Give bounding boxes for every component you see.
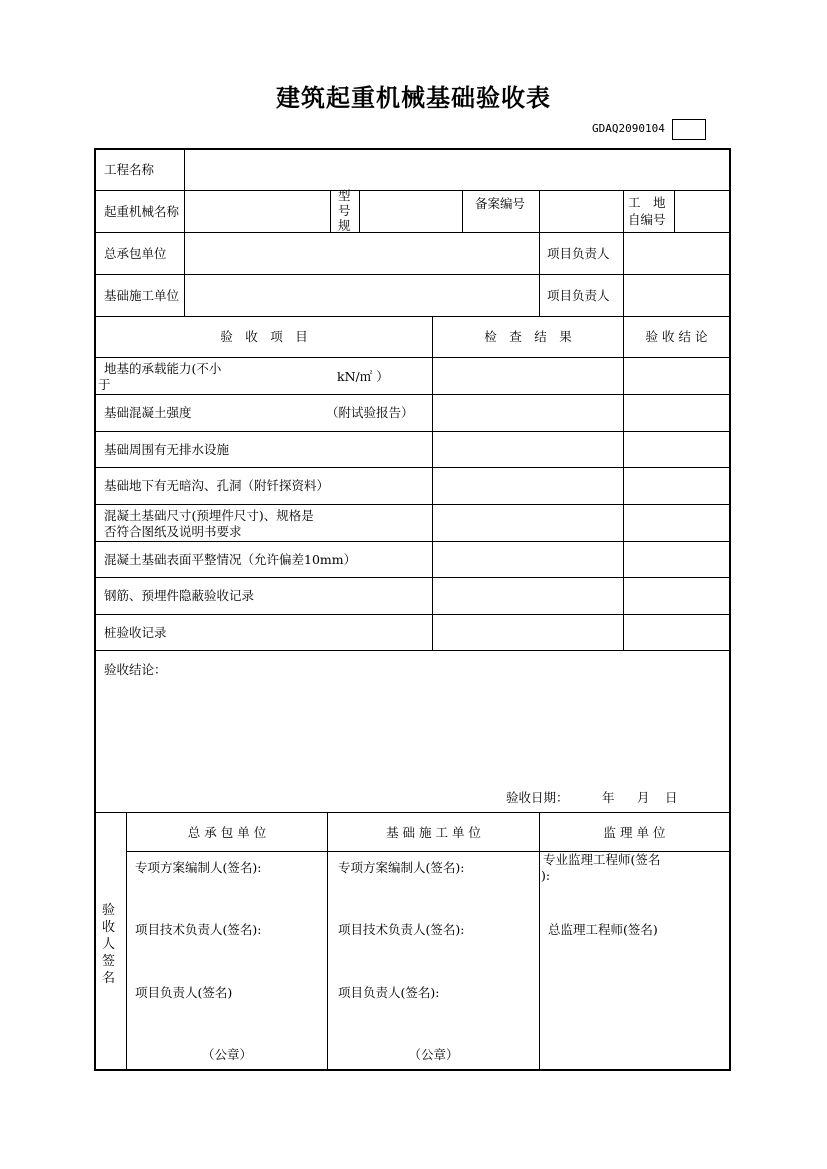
site-no-label-2: 自编号 [628,212,666,227]
col-line [327,812,328,1070]
model-label-3: 规 [338,218,351,231]
site-no-label-1: 工 地 [628,195,666,210]
col2-header: 基 础 施 工 单 位 [386,825,481,840]
model-label-1: 型 [338,188,351,203]
item-2-label: 基础混凝土强度 [104,405,192,420]
date-year: 年 [602,790,615,805]
row-line [95,431,730,432]
general-contractor-label: 总承包单位 [104,246,167,261]
col2-seal: （公章） [408,1047,459,1062]
item-7-label: 钢筋、预埋件隐蔽验收记录 [104,588,255,603]
signature-side-label: 验收人签名 [102,903,116,986]
row-line [95,812,730,813]
col-line [462,190,463,232]
conclusion-field[interactable] [96,680,729,785]
row-line [95,394,730,395]
col1-header: 总 承 包 单 位 [187,825,267,840]
border-bottom [94,1069,731,1071]
row-line [95,357,730,358]
row-line [95,650,730,651]
row-line [95,614,730,615]
project-name-label: 工程名称 [104,162,155,177]
item-4-label: 基础地下有无暗沟、孔洞（附钎探资料） [104,478,330,493]
item-6-label: 混凝土基础表面平整情况（允许偏差10mm） [104,552,357,567]
item-1-line2: 于 [98,377,111,392]
model-label-2: 号 [338,203,351,218]
foundation-contractor-label: 基础施工单位 [104,288,180,303]
row-line [95,504,730,505]
project-manager-label-1: 项目负责人 [547,246,610,261]
col3-chief-sign: 总监理工程师(签名) [548,922,658,937]
item-3-label: 基础周围有无排水设施 [104,442,230,457]
item-5-line1: 混凝土基础尺寸(预埋件尺寸)、规格是 [104,508,314,523]
row-line [95,467,730,468]
col-line [184,149,185,316]
project-manager-label-2: 项目负责人 [547,288,610,303]
col-line [539,190,540,232]
col1-tech-sign: 项目技术负责人(签名): [135,922,262,937]
conclusion-header: 验 收 结 论 [645,329,708,344]
col1-manager-sign: 项目负责人(签名) [135,985,233,1000]
document-title: 建筑起重机械基础验收表 [276,84,551,112]
col1-author-sign: 专项方案编制人(签名): [135,860,262,875]
form-code: GDAQ2090104 [592,122,665,135]
col-line [432,316,433,650]
col3-engineer-sign-line2: ): [541,868,551,883]
item-1-unit: kN/㎡ ） [337,369,389,384]
border-right [729,148,731,1071]
machine-name-label: 起重机械名称 [104,204,180,219]
results-header: 检 查 结 果 [484,329,572,344]
col-line [126,812,127,1070]
date-label: 验收日期： [506,790,569,805]
row-line [95,316,730,317]
col-line [539,812,540,1070]
project-name-field[interactable] [186,150,729,190]
col-line [623,316,624,650]
col1-seal: （公章） [201,1047,252,1062]
col2-manager-sign: 项目负责人(签名): [338,985,440,1000]
col3-engineer-sign-line1: 专业监理工程师(签名 [543,852,661,867]
form-code-box[interactable] [672,119,706,140]
record-no-label: 备案编号 [475,196,526,211]
row-line [95,577,730,578]
row-line [95,274,730,275]
items-header: 验 收 项 目 [220,329,308,344]
item-1-line1: 地基的承载能力(不小 [104,361,222,376]
col-line [539,232,540,316]
border-left [94,148,96,1071]
date-day: 日 [665,790,678,805]
row-line [95,190,730,191]
col2-author-sign: 专项方案编制人(签名): [338,860,465,875]
col-line [623,190,624,316]
item-2-note: （附试验报告） [326,405,414,420]
col-line [359,190,360,232]
col2-tech-sign: 项目技术负责人(签名): [338,922,465,937]
date-month: 月 [637,790,650,805]
col-line [330,190,331,232]
conclusion-label: 验收结论： [104,662,167,677]
item-5-line2: 否符合图纸及说明书要求 [104,524,242,539]
row-line [95,232,730,233]
col3-header: 监 理 单 位 [603,825,666,840]
item-8-label: 桩验收记录 [104,625,167,640]
row-line [95,541,730,542]
col-line [674,190,675,232]
